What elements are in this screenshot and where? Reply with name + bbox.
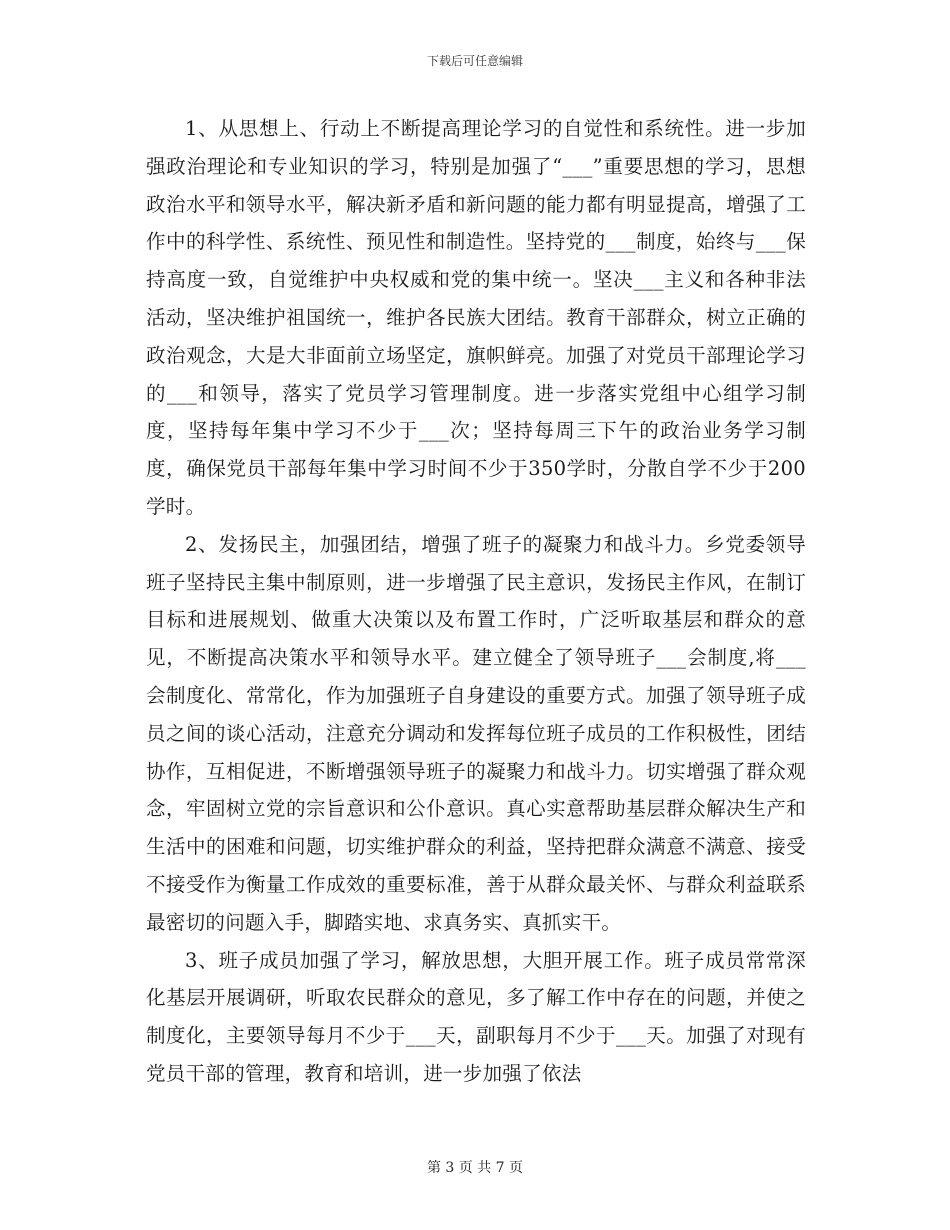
paragraph-1: 1、从思想上、行动上不断提高理论学习的自觉性和系统性。进一步加强政治理论和专业知识的学习，特别是加强了“___”重要思想的学习，思想政治水平和领导水平，解决新矛盾和新问题的能力都有明显提高，增强了工作中的科学性、系统性、预见性和制造性。坚持党的___制度，始终与___保持高度一致，自觉维护中央权威和党的集中统一。坚决___主义和各种非法活动，坚决维护祖国统一，维护各民族大团结。教育干部群众，树立正确的政治观念，大是大非面前立场坚定，旗帜鲜亮。加强了对党员干部理论学习的___和领导，落实了党员学习管理制度。进一步落实党组中心组学习制度，坚持每年集中学习不少于___次；坚持每周三下午的政治业务学习制度，确保党员干部每年集中学习时间不少于350学时，分散自学不少于200学时。: [146, 117, 806, 518]
paragraph-3: 3、班子成员加强了学习，解放思想，大胆开展工作。班子成员常常深化基层开展调研，听取农民群众的意见，多了解工作中存在的问题，并使之制度化，主要领导每月不少于___天，副职每月不少于___天。加强了对现有党员干部的管理，教育和培训，进一步加强了依法: [146, 948, 806, 1085]
page-number: 第 3 页 共 7 页: [426, 1160, 524, 1176]
paragraph-2: 2、发扬民主，加强团结，增强了班子的凝聚力和战斗力。乡党委领导班子坚持民主集中制原则，进一步增强了民主意识，发扬民主作风，在制订目标和进展规划、做重大决策以及布置工作时，广泛听取基层和群众的意见，不断提高决策水平和领导水平。建立健全了领导班子___会制度,将___会制度化、常常化，作为加强班子自身建设的重要方式。加强了领导班子成员之间的谈心活动，注意充分调动和发挥每位班子成员的工作积极性，团结协作，互相促进，不断增强领导班子的凝聚力和战斗力。切实增强了群众观念，牢固树立党的宗旨意识和公仆意识。真心实意帮助基层群众解决生产和生活中的困难和问题，切实维护群众的利益，坚持把群众满意不满意、接受不接受作为衡量工作成效的重要标准，善于从群众最关怀、与群众利益联系最密切的问题入手，脚踏实地、求真务实、真抓实干。: [146, 532, 806, 934]
document-body: [146, 110, 806, 1093]
page-header: 下载后可任意编辑: [426, 54, 523, 68]
